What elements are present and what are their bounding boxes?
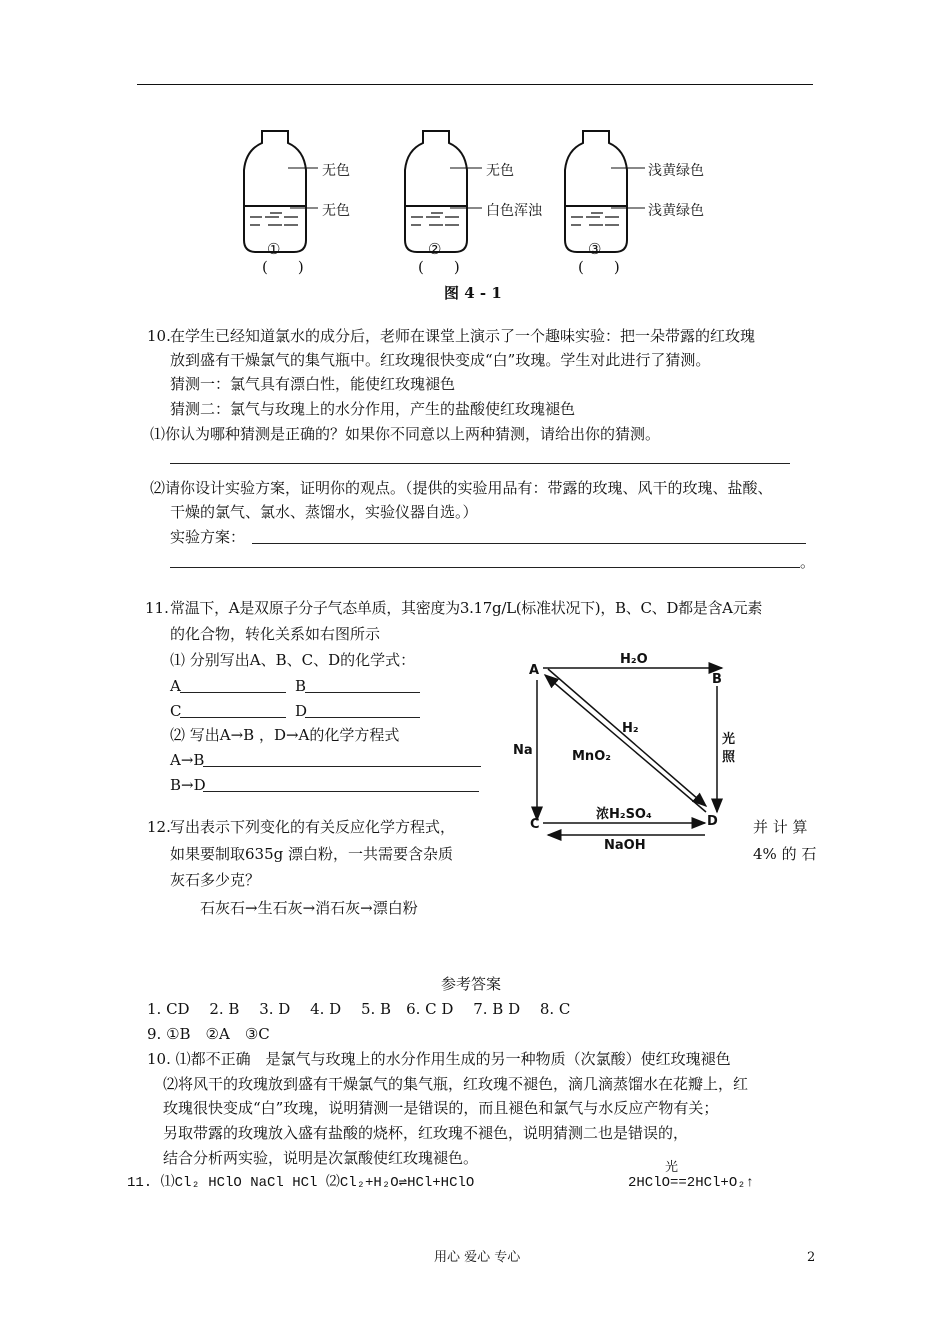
q12-line-2: 如果要制取635g 漂白粉，一共需要含杂质 xyxy=(170,845,454,863)
node-d: D xyxy=(707,814,718,829)
q10-part-2: ⑵请你设计实验方案，证明你的观点。（提供的实验用品有：带露的玫瑰、风干的玫瑰、盐酸、 xyxy=(150,479,773,497)
figure-caption: 图 4 - 1 xyxy=(444,284,502,302)
edge-label-naoh: NaOH xyxy=(604,838,646,853)
q11-blank-c-label: C xyxy=(170,702,182,720)
edge-label-light-2: 照 xyxy=(722,750,736,765)
q11-blank-b-label: B xyxy=(295,677,307,695)
bottle-2-bottom-label: 白色浑浊 xyxy=(486,203,542,219)
q10-number: 10. xyxy=(147,327,171,345)
bottle-1-bottom-label: 无色 xyxy=(322,203,350,219)
page-number: 2 xyxy=(807,1250,816,1265)
q10-line: 在学生已经知道氯水的成分后，老师在课堂上演示了一个趣味实验：把一朵带露的红玫瑰 xyxy=(170,327,756,345)
q12-line-1-right: 并 计 算 xyxy=(753,818,808,836)
edge-label-h2o: H₂O xyxy=(620,652,648,667)
q12-number: 12. xyxy=(147,818,171,836)
q11-line-2: 的化合物，转化关系如右图所示 xyxy=(170,625,381,643)
edge-label-mno2: MnO₂ xyxy=(572,749,611,764)
q10-plan-label: 实验方案： xyxy=(170,528,246,546)
bottle-1-answer: ( ) xyxy=(262,258,304,276)
q10-end-mark: 。 xyxy=(800,553,816,571)
bottle-3-number: ③ xyxy=(588,240,602,258)
bottle-2-number: ② xyxy=(428,240,442,258)
q10-part-2-cont: 干燥的氯气、氯水、蒸馏水，实验仪器自选。） xyxy=(170,503,478,521)
q11-line-1: 常温下，A是双原子分子气态单质，其密度为3.17g/L(标准状况下)，B、C、D都是含A元素 xyxy=(170,599,763,617)
edge-label-conc-h2so4: 浓H₂SO₄ xyxy=(596,807,652,822)
arrow-d-to-a xyxy=(545,675,706,812)
bottle-1-top-label: 无色 xyxy=(322,163,350,179)
q10-part-1: ⑴你认为哪种猜测是正确的？如果你不同意以上两种猜测，请给出你的猜测。 xyxy=(150,425,661,443)
q11-blank-d-label: D xyxy=(295,702,308,720)
answers-q10-2c: 另取带露的玫瑰放入盛有盐酸的烧杯，红玫瑰不褪色，说明猜测二也是错误的， xyxy=(163,1124,689,1142)
q10-guess-1: 猜测一：氯气具有漂白性，能使红玫瑰褪色 xyxy=(170,375,456,393)
node-a: A xyxy=(529,663,540,678)
answers-q10-2d: 结合分析两实验，说明是次氯酸使红玫瑰褪色。 xyxy=(163,1149,479,1167)
answers-q11-condition: 光 xyxy=(665,1160,679,1175)
q11-number: 11. xyxy=(145,599,169,617)
node-b: B xyxy=(712,672,722,687)
q11-eq-ab-label: A→B xyxy=(170,751,205,769)
answers-line-1: 1. CD 2. B 3. D 4. D 5. B 6. C D 7. B D 8. C xyxy=(147,1000,571,1018)
edge-label-h2: H₂ xyxy=(622,721,639,736)
q12-line-1: 写出表示下列变化的有关反应化学方程式， xyxy=(170,818,456,836)
bottle-1-number: ① xyxy=(267,240,281,258)
q12-line-2-right: 4% 的 石 xyxy=(753,845,817,863)
bottle-2-top-label: 无色 xyxy=(486,163,514,179)
answers-q10-2a: ⑵将风干的玫瑰放到盛有干燥氯气的集气瓶，红玫瑰不褪色，滴几滴蒸馏水在花瓣上，红 xyxy=(163,1075,749,1093)
answers-q11: 11. ⑴Cl₂ HClO NaCl HCl ⑵Cl₂+H₂O⇌HCl+HClO xyxy=(127,1175,475,1191)
answers-q10-1: 10. ⑴都不正确 是氯气与玫瑰上的水分作用生成的另一种物质（次氯酸）使红玫瑰褪色 xyxy=(147,1050,731,1068)
q11-part-2: ⑵ 写出A→B ，D→A的化学方程式 xyxy=(170,726,400,744)
answers-q11-eq2: 2HClO==2HCl+O₂↑ xyxy=(628,1175,755,1191)
node-c: C xyxy=(530,817,540,832)
bottle-2-answer: ( ) xyxy=(418,258,460,276)
bottle-3-bottom-label: 浅黄绿色 xyxy=(648,203,704,219)
edge-label-light-1: 光 xyxy=(722,732,736,747)
bottle-3-answer: ( ) xyxy=(578,258,620,276)
footer-motto: 用心 爱心 专心 xyxy=(434,1250,521,1265)
q10-guess-2: 猜测二：氯气与玫瑰上的水分作用，产生的盐酸使红玫瑰褪色 xyxy=(170,400,576,418)
answers-title: 参考答案 xyxy=(441,975,502,993)
q12-chain: 石灰石→生石灰→消石灰→漂白粉 xyxy=(200,899,418,917)
q11-blank-a-label: A xyxy=(170,677,181,695)
answers-line-2: 9. ①B ②A ③C xyxy=(147,1025,270,1043)
q10-line: 放到盛有干燥氯气的集气瓶中。红玫瑰很快变成“白”玫瑰。学生对此进行了猜测。 xyxy=(170,351,711,369)
bottle-3-top-label: 浅黄绿色 xyxy=(648,163,704,179)
edge-label-na: Na xyxy=(513,743,533,758)
q12-line-3: 灰石多少克？ xyxy=(170,871,261,889)
q11-part-1: ⑴ 分别写出A、B、C、D的化学式： xyxy=(170,651,416,669)
answers-q10-2b: 玫瑰很快变成“白”玫瑰，说明猜测一是错误的，而且褪色和氯气与水反应产物有关； xyxy=(163,1099,719,1117)
q11-eq-bd-label: B→D xyxy=(170,776,206,794)
